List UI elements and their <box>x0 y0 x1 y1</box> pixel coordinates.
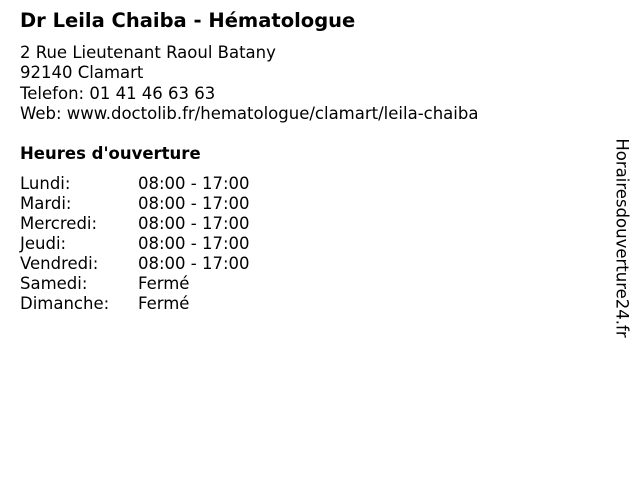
day-label: Vendredi: <box>20 254 99 273</box>
day-label: Lundi: <box>20 174 71 193</box>
time-value: 08:00 - 17:00 <box>138 174 250 193</box>
site-watermark: Horairesdouverture24.fr <box>612 138 632 338</box>
opening-hours-heading: Heures d'ouverture <box>20 144 201 163</box>
website: Web: www.doctolib.fr/hematologue/clamart/leila-chaiba <box>20 103 479 123</box>
day-label: Jeudi: <box>20 234 67 253</box>
day-label: Samedi: <box>20 274 88 293</box>
time-value: Fermé <box>138 294 190 313</box>
city-postal-code: 92140 Clamart <box>20 63 144 83</box>
time-value: 08:00 - 17:00 <box>138 214 250 233</box>
day-label: Mercredi: <box>20 214 98 233</box>
time-value: 08:00 - 17:00 <box>138 234 250 253</box>
street-address: 2 Rue Lieutenant Raoul Batany <box>20 43 276 62</box>
time-value: 08:00 - 17:00 <box>138 194 250 213</box>
page-title: Dr Leila Chaiba - Hématologue <box>20 9 356 32</box>
day-label: Mardi: <box>20 194 72 213</box>
time-value: Fermé <box>138 274 190 293</box>
time-value: 08:00 - 17:00 <box>138 254 250 273</box>
contact-block <box>20 43 478 124</box>
phone-number: Telefon: 01 41 46 63 63 <box>20 83 216 103</box>
day-label: Dimanche: <box>20 294 110 313</box>
